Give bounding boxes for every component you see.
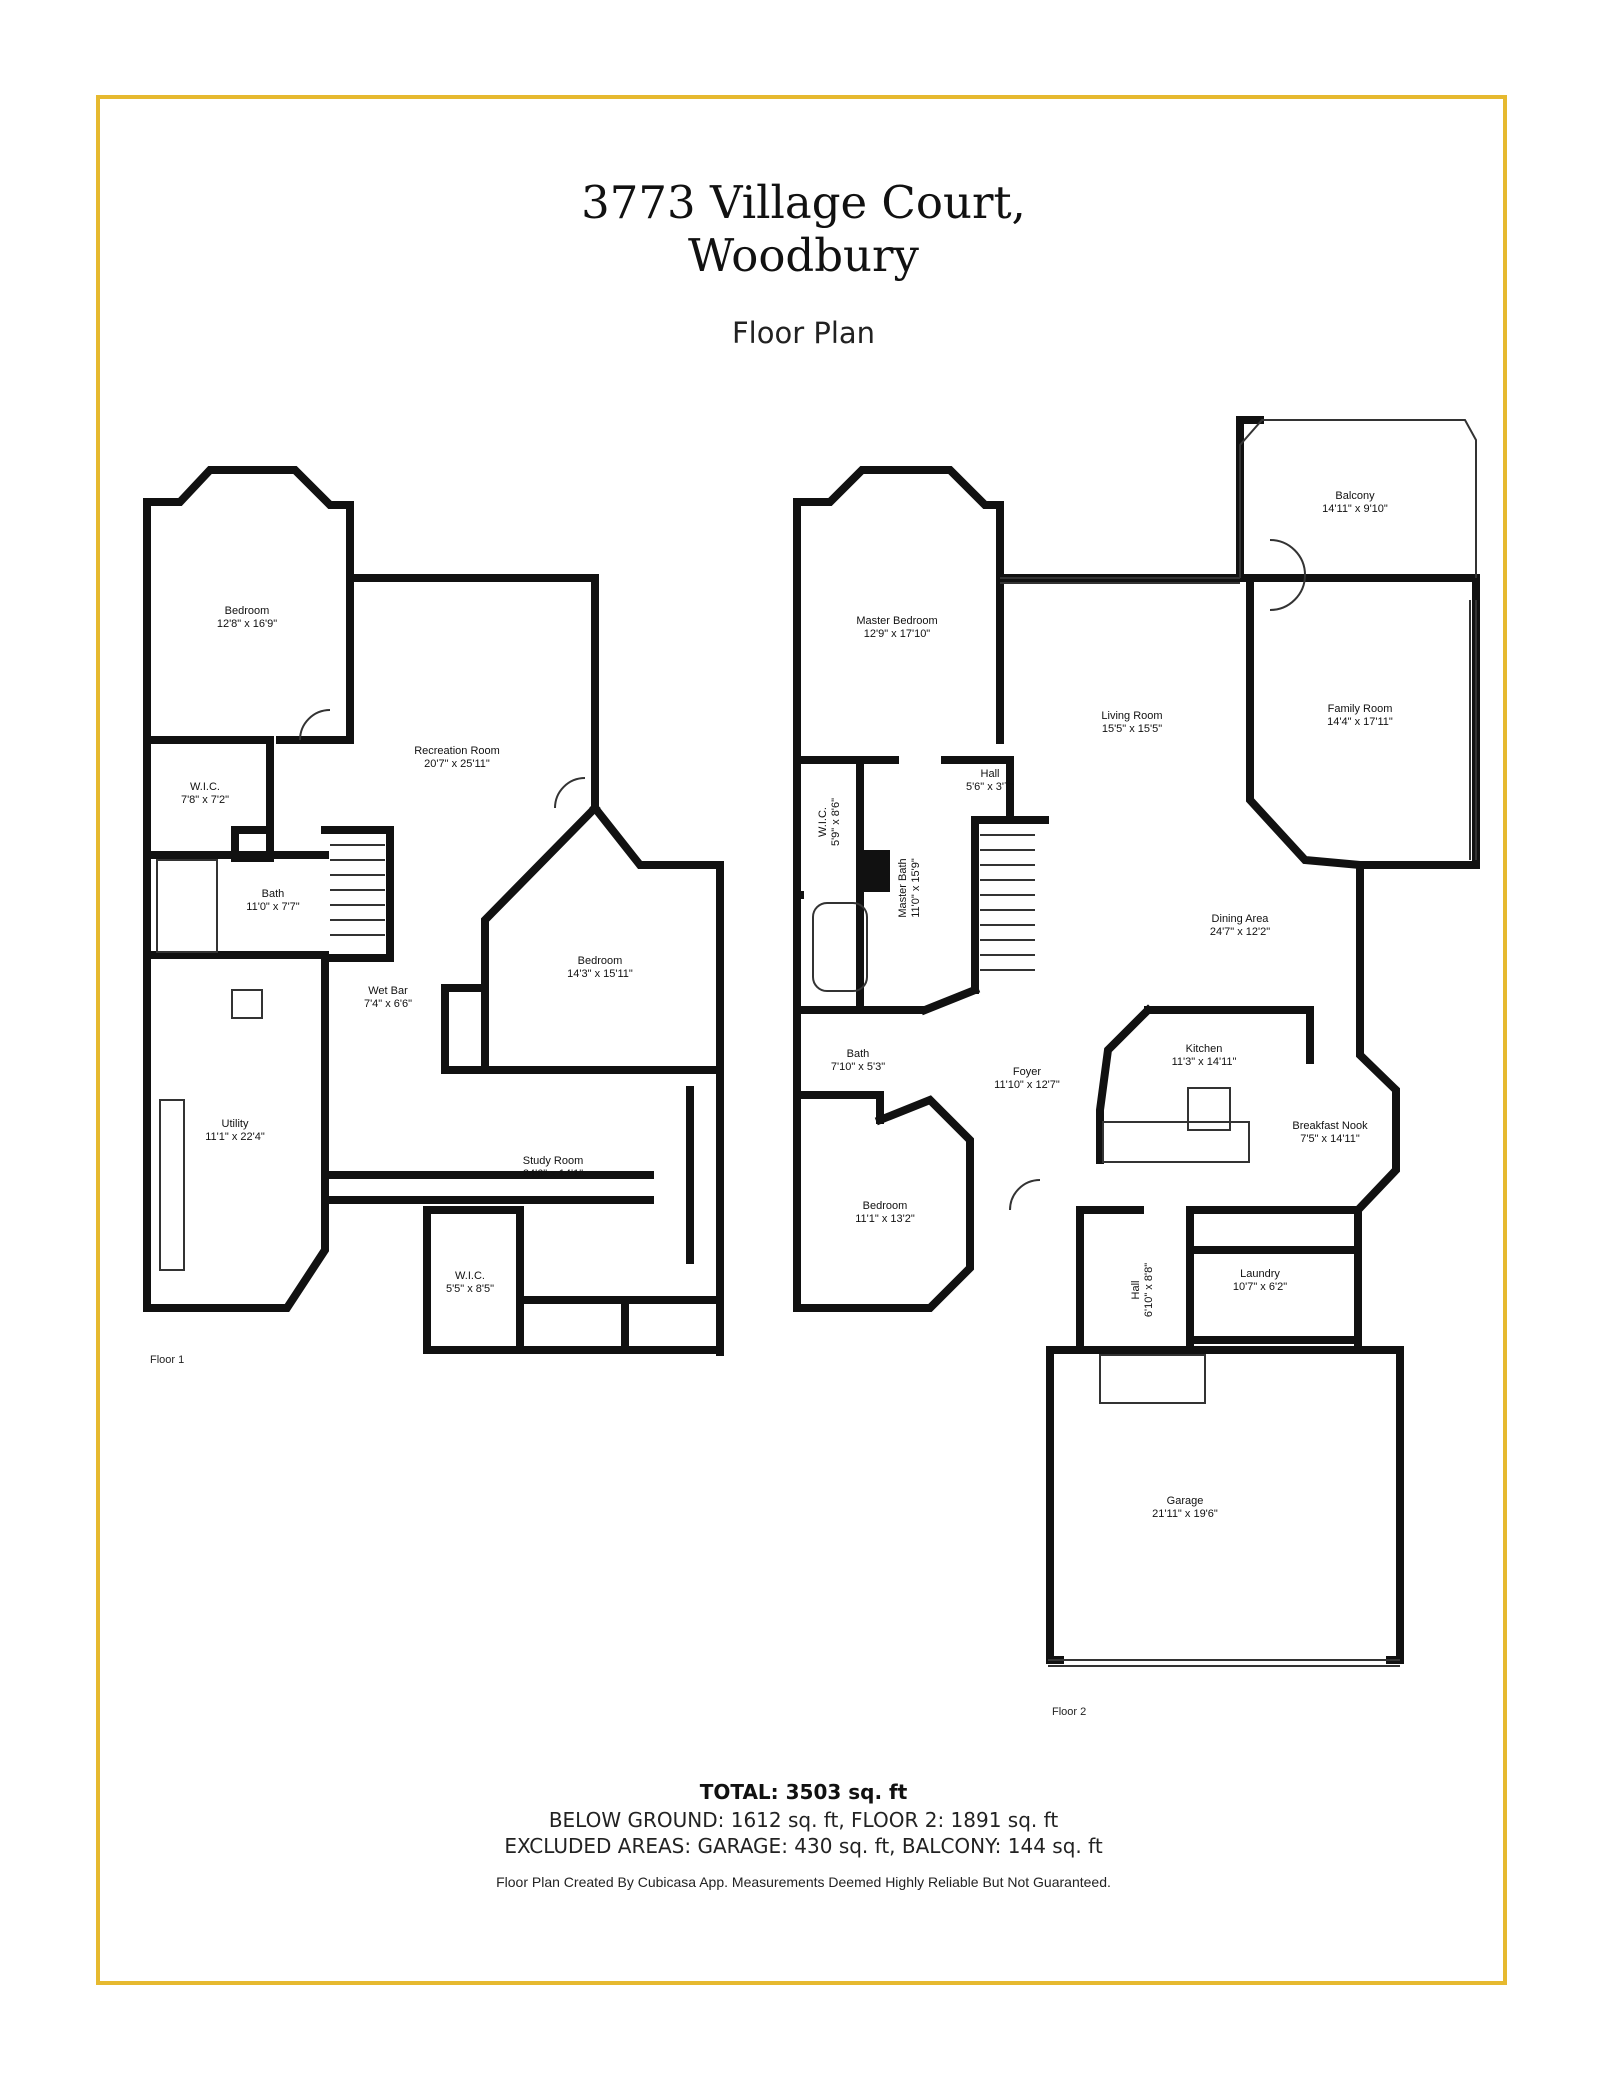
room-f2-family: Family Room 14'4" x 17'11" (1327, 703, 1393, 728)
room-f1-bath: Bath 11'0" x 7'7" (246, 888, 300, 913)
room-f1-wetbar: Wet Bar 7'4" x 6'6" (363, 985, 413, 1010)
stairs-floor1 (330, 845, 385, 935)
room-f2-wic: W.I.C. 5'9" x 8'6" (817, 797, 842, 847)
room-f2-hall-b: Hall 6'10" x 8'8" (1130, 1262, 1155, 1318)
floor-1-walls (147, 470, 720, 1352)
room-f2-master-bedroom: Master Bedroom 12'9" x 17'10" (856, 615, 938, 640)
area-breakdown: BELOW GROUND: 1612 sq. ft, FLOOR 2: 1891 sq. ft (548, 1808, 1059, 1832)
title-line-1: 3773 Village Court, (581, 176, 1026, 229)
room-f2-kitchen: Kitchen 11'3" x 14'11" (1171, 1043, 1237, 1068)
room-f2-garage: Garage 21'11" x 19'6" (1152, 1495, 1218, 1520)
room-f2-nook: Breakfast Nook 7'5" x 14'11" (1292, 1120, 1368, 1145)
room-f1-wic-a: W.I.C. 7'8" x 7'2" (180, 781, 230, 806)
room-f1-wic-b: W.I.C. 5'5" x 8'5" (445, 1270, 495, 1295)
room-f2-master-bath: Master Bath 11'0" x 15'9" (897, 858, 922, 918)
disclaimer-note: Floor Plan Created By Cubicasa App. Measurements Deemed Highly Reliable But Not Guaranteed. (496, 1874, 1111, 1890)
subtitle: Floor Plan (731, 316, 876, 350)
room-f1-study: Study Room 24'6" x 14'1" (522, 1155, 584, 1180)
room-f2-balcony: Balcony 14'11" x 9'10" (1322, 490, 1388, 515)
room-f2-hall-a: Hall 5'6" x 3'7" (965, 768, 1015, 793)
floor-2-walls (797, 420, 1476, 1660)
room-f2-foyer: Foyer 11'10" x 12'7" (994, 1066, 1060, 1091)
total-area: TOTAL: 3503 sq. ft (699, 1780, 908, 1804)
room-f1-utility: Utility 11'1" x 22'4" (205, 1118, 265, 1143)
stairs-floor2 (980, 835, 1035, 970)
room-f2-bedroom: Bedroom 11'1" x 13'2" (855, 1200, 915, 1225)
column-block (860, 850, 890, 892)
title-line-2: Woodbury (688, 229, 919, 282)
room-f2-laundry: Laundry 10'7" x 6'2" (1232, 1268, 1288, 1293)
room-f1-recreation: Recreation Room 20'7" x 25'11" (414, 745, 500, 770)
room-f1-bedroom-b: Bedroom 14'3" x 15'11" (567, 955, 633, 980)
room-f2-living: Living Room 15'5" x 15'5" (1101, 710, 1163, 735)
excluded-areas: EXCLUDED AREAS: GARAGE: 430 sq. ft, BALCONY: 144 sq. ft (504, 1834, 1103, 1858)
floor-2-label: Floor 2 (1052, 1706, 1087, 1718)
room-f2-bath: Bath 7'10" x 5'3" (830, 1048, 886, 1073)
room-f2-dining: Dining Area 24'7" x 12'2" (1209, 913, 1271, 938)
floor-1-label: Floor 1 (150, 1354, 185, 1366)
room-f1-bedroom-a: Bedroom 12'8" x 16'9" (216, 605, 278, 630)
